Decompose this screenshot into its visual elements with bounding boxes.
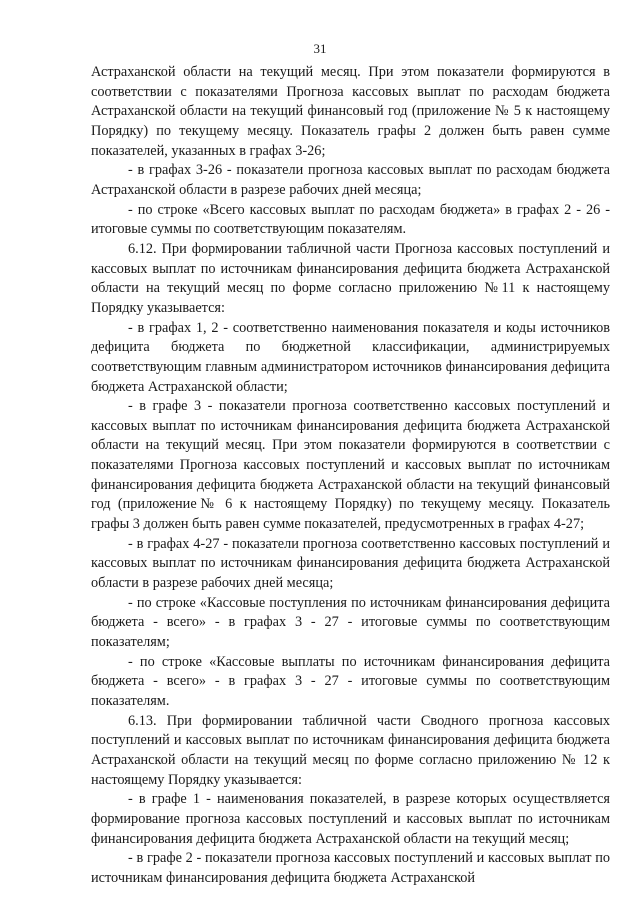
paragraph-list-item: - по строке «Кассовые поступления по источникам финансирования дефицита бюджета - всего» - в графах 3 - 27 - итоговые суммы по соответствующим показателям; — [91, 594, 610, 651]
paragraph-list-item: - по строке «Кассовые выплаты по источникам финансирования дефицита бюджета - всего» - в графах 3 - 27 - итоговые суммы по соответствующим показателям. — [91, 653, 610, 709]
paragraph-list-item: - в графе 2 - показатели прогноза кассовых поступлений и кассовых выплат по источникам финансирования дефицита бюджета Астраханской — [91, 850, 610, 886]
paragraph-list-item: - в графах 4-27 - показатели прогноза соответственно кассовых поступлений и кассовых выплат по источникам финансирования дефицита бюджета Астраханской области в разрезе рабочих дней месяца; — [91, 535, 610, 592]
paragraph-section-6-13: 6.13. При формировании табличной части Сводного прогноза кассовых поступлений и кассовых выплат по источникам финансирования дефицита бюджета Астраханской области на текущий месяц по форме согласно приложению № 12 к настоящему Порядку указывается: — [91, 712, 610, 788]
paragraph-list-item: - в графе 3 - показатели прогноза соответственно кассовых поступлений и кассовых выплат по источникам финансирования дефицита бюджета Астраханской области на текущий месяц. При этом показатели формируются в соответствии с показателями Прогноза кассовых поступлений и кассовых выплат по источникам финансирования дефицита бюджета Астраханской области на текущий финансовый год (приложение№ 6 к настоящему Порядку) по текущему месяцу. Показатель графы 3 должен быть равен сумме показателей, предусмотренных в графах 4-27; — [91, 398, 610, 533]
document-body — [91, 63, 610, 889]
paragraph-section-6-12: 6.12. При формировании табличной части Прогноза кассовых поступлений и кассовых выплат по источникам финансирования дефицита бюджета Астраханской области на текущий месяц по форме согласно приложению №11 к настоящему Порядку указывается: — [91, 240, 610, 316]
paragraph-list-item: - в графе 1 - наименования показателей, в разрезе которых осуществляется формирование прогноза кассовых поступлений и кассовых выплат по источникам финансирования дефицита бюджета Астраханской области на текущий месяц; — [91, 791, 610, 847]
paragraph-list-item: - в графах 1, 2 - соответственно наименования показателя и коды источников дефицита бюджета по бюджетной классификации, администрируемых соответствующим главным администратором источников финансирования дефицита бюджета Астраханской области; — [91, 319, 610, 395]
page-number: 31 — [313, 41, 327, 56]
paragraph-list-item: - в графах 3-26 - показатели прогноза кассовых выплат по расходам бюджета Астраханской области в разрезе рабочих дней месяца; — [91, 162, 610, 198]
paragraph-list-item: - по строке «Всего кассовых выплат по расходам бюджета» в графах 2 - 26 - итоговые суммы по соответствующим показателям. — [91, 201, 610, 238]
paragraph-continuation: Астраханской области на текущий месяц. При этом показатели формируются в соответствии с показателями Прогноза кассовых выплат по расходам бюджета Астраханской области на текущий финансовый год (приложение № 5 к настоящему Порядку) по текущему месяцу. Показатель графы 2 должен быть равен сумме показателей, указанных в графах 3-26; — [91, 64, 610, 159]
